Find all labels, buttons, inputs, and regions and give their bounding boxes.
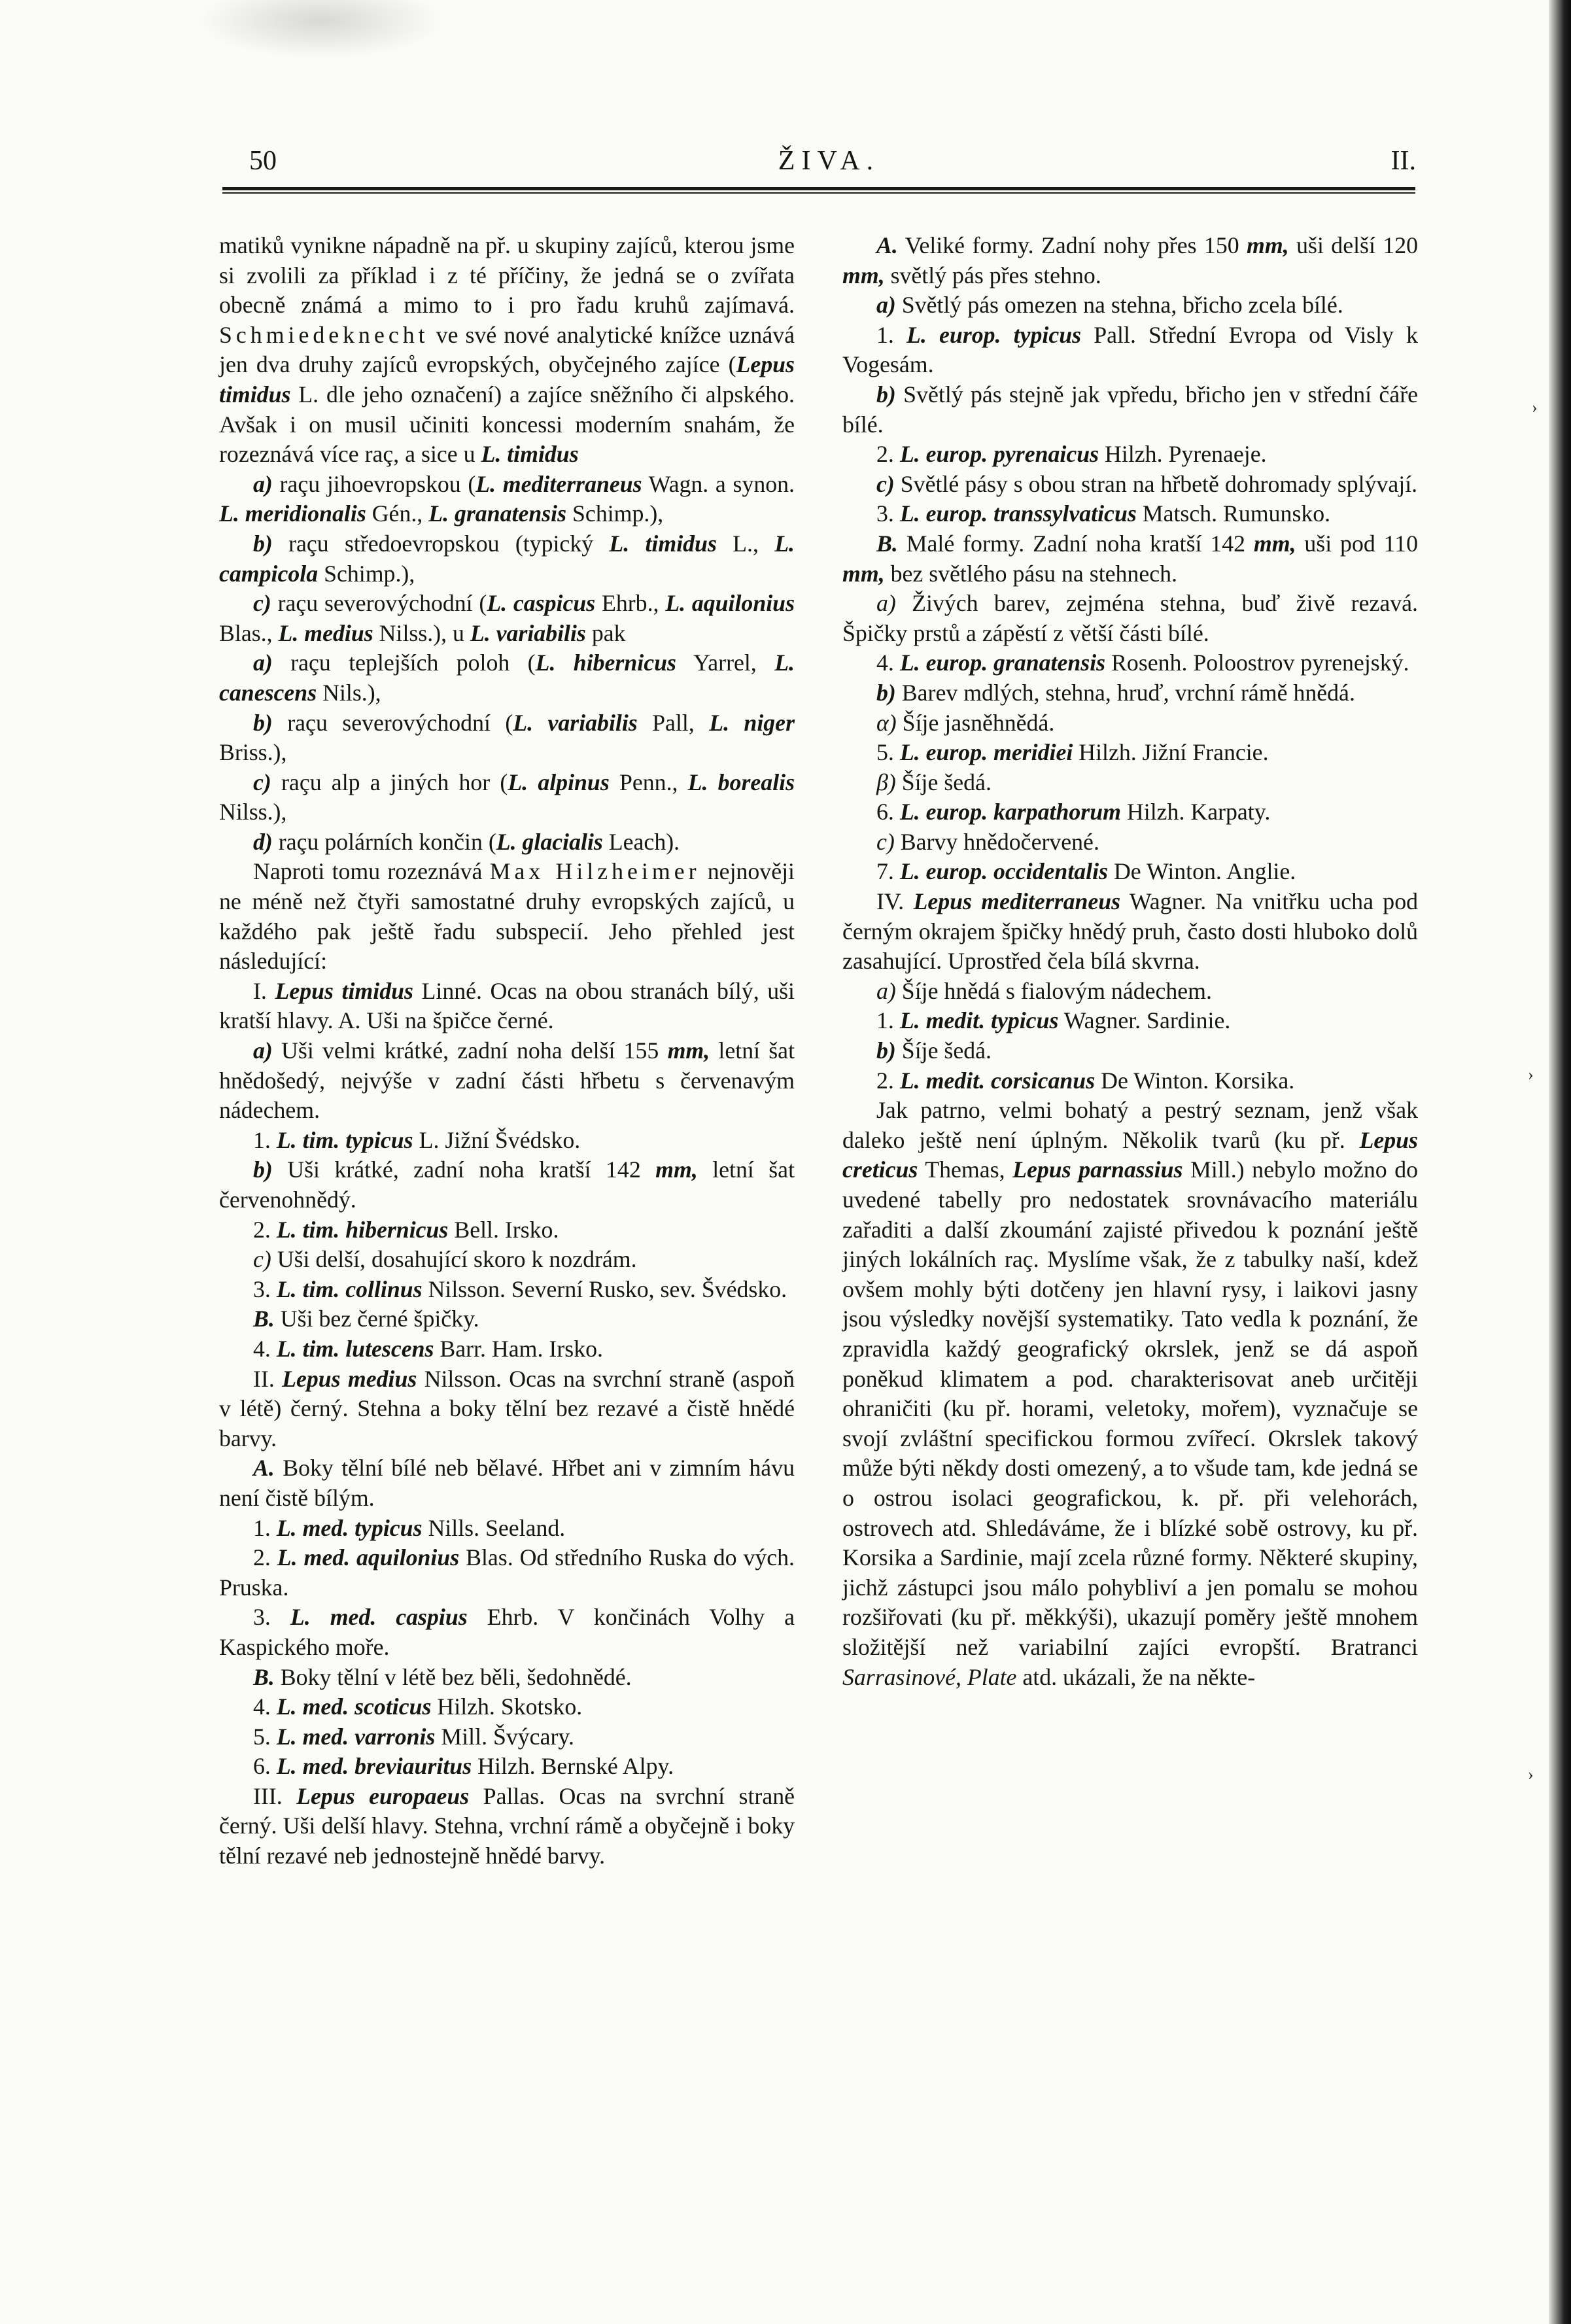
group-III-A-b: b) Světlý pás stejně jak vpředu, břicho jen v střední čáře bílé. bbox=[842, 381, 1419, 438]
species-I-B: B. Uši bez černé špičky. bbox=[253, 1306, 479, 1332]
header-rule-thin bbox=[222, 192, 1415, 194]
species-II-B: B. Boky tělní v létě bez běli, šedohnědé. bbox=[253, 1663, 632, 1690]
group-III-B-b: b) Barev mdlých, stehna, hruď, vrchní rámě hnědá. bbox=[876, 679, 1355, 706]
group-III-B-a: a) Živých barev, zejména stehna, buď živě rezavá. Špičky prstů a zápěstí z větší části bílé. bbox=[842, 590, 1419, 646]
subspecies-II3: 3. L. med. caspius Ehrb. V končinách Volhy a Kaspického moře. bbox=[219, 1604, 795, 1660]
margin-arrow-mark: › bbox=[1528, 1065, 1534, 1084]
journal-title: ŽIVA. bbox=[778, 146, 880, 176]
left-column bbox=[219, 231, 795, 1871]
race-a1: a) raçu jihoevropskou (L. mediterraneus Wagn. a synon. L. meridionalis Gén., L. granatensis Schimp.), bbox=[219, 470, 795, 527]
subspecies-III6: 6. L. europ. karpathorum Hilzh. Karpaty. bbox=[876, 799, 1271, 825]
subspecies-II2: 2. L. med. aquilonius Blas. Od středního Ruska do vých. Pruska. bbox=[219, 1544, 795, 1601]
header-rule-thick bbox=[222, 187, 1415, 190]
species-I-a: a) Uši velmi krátké, zadní noha delší 155 mm, letní šat hnědošedý, nejvýše v zadní části hřbetu s červenavým nádechem. bbox=[219, 1037, 795, 1124]
paragraph-hilzheimer: Naproti tomu rozeznává Max Hilzheimer nejnověji ne méně než čtyři samostatné druhy evropských zajíců, u každého pak ještě řadu subspecií. Jeho přehled jest následující: bbox=[219, 858, 795, 975]
paragraph-intro: matiků vynikne nápadně na př. u skupiny zajíců, kterou jsme si zvolili za příklad i z té příčiny, že jedná se o zvířata obecně známá a mimo to i pro řadu kruhů zajímavá. Schmiedeknecht ve své nové analytické knížce uznává jen dva druhy zajíců evropských, obyčejného zajíce (Lepus timidus L. dle jeho označení) a zajíce sněžního či alpského. Avšak i on musil učiniti koncessi moderním snahám, že rozeznává více raç, a sice u L. timidus bbox=[219, 232, 795, 468]
scan-smudge bbox=[196, 0, 445, 59]
species-IV: IV. Lepus mediterraneus Wagner. Na vnitřku ucha pod černým okrajem špičky hnědý pruh, často dosti hluboko dolů zasahující. Uprostřed čela bílá skvrna. bbox=[842, 888, 1419, 975]
subspecies-I1: 1. L. tim. typicus L. Jižní Švédsko. bbox=[253, 1126, 581, 1153]
race-b1: b) raçu středoevropskou (typický L. timidus L., L. campicola Schimp.), bbox=[219, 530, 795, 587]
subspecies-III1: 1. L. europ. typicus Pall. Střední Evropa od Visly k Vogesám. bbox=[842, 321, 1418, 378]
group-III-A-c: c) Světlé pásy s obou stran na hřbetě dohromady splývají. bbox=[876, 470, 1418, 497]
subspecies-II5: 5. L. med. varronis Mill. Švýcary. bbox=[253, 1723, 574, 1750]
species-IV-a: a) Šíje hnědá s fialovým nádechem. bbox=[876, 977, 1212, 1004]
race-d2: d) raçu polárních končin (L. glacialis Leach). bbox=[253, 828, 680, 855]
scan-page-edge bbox=[1549, 0, 1571, 2324]
species-I-c: c) Uši delší, dosahující skoro k nozdrám. bbox=[253, 1246, 637, 1273]
race-b2: b) raçu severovýchodní (L. variabilis Pall, L. niger Briss.), bbox=[219, 709, 795, 766]
species-III: III. Lepus europaeus Pallas. Ocas na svrchní straně černý. Uši delší hlavy. Stehna, vrchní rámě a obyčejně i boky tělní rezavé neb jednostejně hnědé barvy. bbox=[219, 1782, 795, 1869]
group-III-B: B. Malé formy. Zadní noha kratší 142 mm, uši pod 110 mm, bez světlého pásu na stehnech. bbox=[842, 530, 1418, 587]
paragraph-conclusion: Jak patrno, velmi bohatý a pestrý seznam, jenž však daleko ještě není úplným. Několik tvarů (ku př. Lepus creticus Themas, Lepus parnassius Mill.) nebylo možno do uvedené tabelly pro nedostatek srovnávacího materiálu zařaditi a další zkoumání zajisté přivedou k poznání ještě jiných lokálních raç. Myslíme však, že z tabulky naší, kdež ovšem mohly býti dotčeny jen hlavní rysy, i laikovi jasny jsou výsledky novější systematiky. Tato vedla k poznání, že zpravidla každý geografický okrslek, jenž se dá aspoň poněkud klimatem a pod. charakterisovat aneb určitěji ohraničiti (ku př. horami, veletoky, mořem), vyznačuje se svojí zvláštní specifickou formou zvířecí. Okrslek takový může býti někdy dosti omezený, a to všude tam, kde jedná se o ostrou isolaci geografickou, k. př. při velehorách, ostrovech atd. Shledáváme, že i blízké sobě ostrovy, ku př. Korsika a Sardinie, mají zcela různé formy. Některé skupiny, jichž zástupci jsou málo pohybliví a jen pomalu se mohou rozšiřovati (ku př. měkkýši), ukazují poměry ještě mnohem složitější než variabilní zajíci evropští. Bratranci Sarrasinové, Plate atd. ukázali, že na někte- bbox=[842, 1097, 1419, 1690]
subspecies-III3: 3. L. europ. transsylvaticus Matsch. Rumunsko. bbox=[876, 500, 1331, 527]
group-III-A: A. Veliké formy. Zadní nohy přes 150 mm, uši delší 120 mm, světlý pás přes stehno. bbox=[842, 232, 1419, 288]
right-column bbox=[842, 231, 1418, 1692]
author-name: Max Hilzheimer bbox=[489, 858, 700, 885]
subspecies-I4: 4. L. tim. lutescens Barr. Ham. Irsko. bbox=[253, 1335, 603, 1362]
species-I: I. Lepus timidus Linné. Ocas na obou stranách bílý, uši kratší hlavy. A. Uši na špičce černé. bbox=[219, 977, 795, 1034]
subspecies-II6: 6. L. med. breviauritus Hilzh. Bernské Alpy. bbox=[253, 1753, 674, 1780]
species-I-b: b) Uši krátké, zadní noha kratší 142 mm, letní šat červenohnědý. bbox=[219, 1156, 795, 1213]
subspecies-III7: 7. L. europ. occidentalis De Winton. Anglie. bbox=[876, 858, 1296, 885]
subspecies-III5: 5. L. europ. meridiei Hilzh. Jižní Francie. bbox=[876, 739, 1269, 766]
volume-number: II. bbox=[1390, 146, 1416, 176]
group-III-B-alpha: α) Šíje jasněhnědá. bbox=[876, 709, 1055, 736]
subspecies-I2: 2. L. tim. hibernicus Bell. Irsko. bbox=[253, 1216, 559, 1243]
species-II: II. Lepus medius Nilsson. Ocas na svrchní straně (aspoň v létě) černý. Stehna a boky tělní bez rezavé a čistě hnědé barvy. bbox=[219, 1365, 795, 1451]
race-c1: c) raçu severovýchodní (L. caspicus Ehrb., L. aquilonius Blas., L. medius Nilss.), u L. variabilis pak bbox=[219, 590, 795, 646]
margin-arrow-mark: › bbox=[1532, 398, 1538, 417]
race-a2: a) raçu teplejších poloh (L. hibernicus Yarrel, L. canescens Nils.), bbox=[219, 650, 795, 706]
group-III-A-a: a) Světlý pás omezen na stehna, břicho zcela bílé. bbox=[876, 292, 1343, 319]
species-II-A: A. Boky tělní bílé neb bělavé. Hřbet ani v zimním hávu není čistě bílým. bbox=[219, 1455, 795, 1511]
group-III-B-beta: β) Šíje šedá. bbox=[876, 769, 992, 795]
subspecies-I3: 3. L. tim. collinus Nilsson. Severní Rusko, sev. Švédsko. bbox=[253, 1275, 787, 1302]
race-c2: c) raçu alp a jiných hor (L. alpinus Penn., L. borealis Nilss.), bbox=[219, 769, 795, 825]
page-number: 50 bbox=[249, 146, 277, 176]
subspecies-II4: 4. L. med. scoticus Hilzh. Skotsko. bbox=[253, 1693, 583, 1720]
subspecies-IV2: 2. L. medit. corsicanus De Winton. Korsika. bbox=[876, 1067, 1295, 1094]
subspecies-III4: 4. L. europ. granatensis Rosenh. Poloostrov pyrenejský. bbox=[876, 650, 1409, 676]
subspecies-II1: 1. L. med. typicus Nills. Seeland. bbox=[253, 1514, 566, 1541]
species-IV-b: b) Šíje šedá. bbox=[876, 1037, 992, 1064]
author-name: Schmiedeknecht bbox=[219, 321, 429, 348]
subspecies-III2: 2. L. europ. pyrenaicus Hilzh. Pyrenaeje. bbox=[876, 441, 1267, 468]
page-header bbox=[242, 145, 1416, 191]
margin-arrow-mark: › bbox=[1528, 1765, 1534, 1784]
group-III-B-c: c) Barvy hnědočervené. bbox=[876, 828, 1099, 855]
subspecies-IV1: 1. L. medit. typicus Wagner. Sardinie. bbox=[876, 1007, 1231, 1034]
